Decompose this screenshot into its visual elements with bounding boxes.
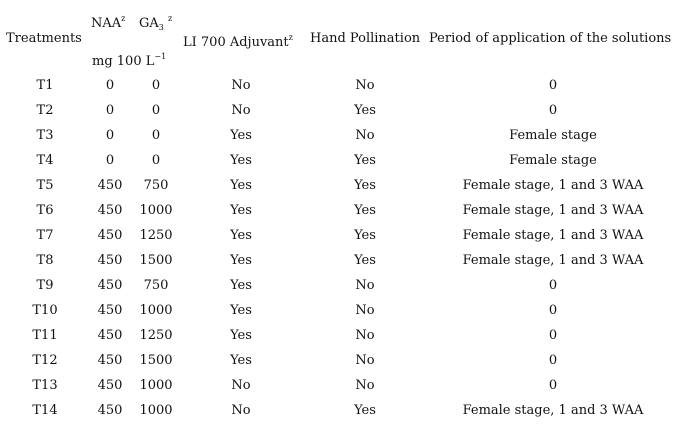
cell-hand-pollination: Yes [354,103,376,118]
table-row [0,328,685,353]
cell-treatment: T6 [36,203,54,218]
cell-naa: 450 [97,378,123,393]
cell-period: Female stage [509,128,597,143]
cell-li700: Yes [230,228,252,243]
table-row [0,253,685,278]
table-row [0,228,685,253]
cell-treatment: T11 [32,328,58,343]
cell-period: Female stage, 1 and 3 WAA [462,403,644,418]
cell-hand-pollination: Yes [354,228,376,243]
cell-naa: 0 [105,153,115,168]
cell-treatment: T3 [36,128,54,143]
cell-ga3: 1500 [139,353,173,368]
cell-li700: No [231,78,251,93]
cell-period: 0 [548,78,558,93]
table-row [0,153,685,178]
cell-treatment: T9 [36,278,54,293]
table-row [0,78,685,103]
cell-period: 0 [548,378,558,393]
cell-treatment: T5 [36,178,54,193]
cell-li700: Yes [230,328,252,343]
cell-hand-pollination: Yes [354,203,376,218]
header-treatments: Treatments [6,31,82,46]
cell-li700: Yes [230,153,252,168]
cell-naa: 450 [97,228,123,243]
cell-naa: 0 [105,128,115,143]
cell-naa: 450 [97,403,123,418]
cell-ga3: 0 [151,78,161,93]
cell-naa: 450 [97,353,123,368]
cell-naa: 450 [97,303,123,318]
cell-naa: 450 [97,278,123,293]
cell-hand-pollination: Yes [354,403,376,418]
cell-li700: Yes [230,178,252,193]
cell-ga3: 0 [151,128,161,143]
cell-treatment: T7 [36,228,54,243]
header-naa: NAA$^z$ [91,14,126,31]
cell-hand-pollination: Yes [354,153,376,168]
cell-li700: Yes [230,303,252,318]
table-row [0,178,685,203]
cell-hand-pollination: No [355,378,375,393]
cell-ga3: 0 [151,103,161,118]
cell-hand-pollination: Yes [354,253,376,268]
cell-li700: No [231,403,251,418]
header-ga3: $GA_3$ $^z$ [139,14,173,32]
cell-hand-pollination: No [355,328,375,343]
cell-li700: Yes [230,203,252,218]
cell-ga3: 1250 [139,228,173,243]
cell-treatment: T10 [32,303,58,318]
cell-li700: No [231,378,251,393]
header-units: mg 100 $L^{-1}$ [92,52,167,69]
cell-treatment: T13 [32,378,58,393]
cell-ga3: 750 [143,278,169,293]
cell-li700: Yes [230,353,252,368]
cell-period: 0 [548,103,558,118]
cell-naa: 450 [97,328,123,343]
cell-period: Female stage, 1 and 3 WAA [462,228,644,243]
cell-period: Female stage, 1 and 3 WAA [462,203,644,218]
cell-li700: Yes [230,278,252,293]
table-row [0,303,685,328]
header-hand-pollination: Hand Pollination [310,31,421,46]
cell-period: Female stage [509,153,597,168]
header-li700-adjuvant: LI 700 Adjuvant$^z$ [183,33,293,50]
cell-ga3: 1250 [139,328,173,343]
cell-hand-pollination: No [355,303,375,318]
cell-naa: 450 [97,253,123,268]
cell-li700: Yes [230,253,252,268]
cell-ga3: 1000 [139,378,173,393]
table-row [0,128,685,153]
table-row [0,378,685,403]
cell-ga3: 0 [151,153,161,168]
cell-period: 0 [548,303,558,318]
cell-hand-pollination: Yes [354,178,376,193]
cell-treatment: T2 [36,103,54,118]
cell-treatment: T1 [36,78,54,93]
cell-ga3: 1500 [139,253,173,268]
cell-period: 0 [548,278,558,293]
cell-naa: 450 [97,203,123,218]
cell-ga3: 1000 [139,303,173,318]
cell-period: Female stage, 1 and 3 WAA [462,253,644,268]
cell-treatment: T8 [36,253,54,268]
cell-treatment: T4 [36,153,54,168]
cell-hand-pollination: No [355,128,375,143]
cell-treatment: T12 [32,353,58,368]
table-row [0,103,685,128]
header-period: Period of application of the solutions [429,31,672,46]
cell-naa: 0 [105,78,115,93]
cell-hand-pollination: No [355,78,375,93]
cell-ga3: 1000 [139,403,173,418]
cell-period: Female stage, 1 and 3 WAA [462,178,644,193]
cell-li700: No [231,103,251,118]
cell-naa: 450 [97,178,123,193]
cell-period: 0 [548,353,558,368]
cell-period: 0 [548,328,558,343]
cell-ga3: 1000 [139,203,173,218]
table-row [0,403,685,428]
cell-hand-pollination: No [355,353,375,368]
cell-treatment: T14 [32,403,58,418]
table-row [0,353,685,378]
table-row [0,203,685,228]
cell-naa: 0 [105,103,115,118]
cell-ga3: 750 [143,178,169,193]
table-row [0,278,685,303]
cell-hand-pollination: No [355,278,375,293]
cell-li700: Yes [230,128,252,143]
